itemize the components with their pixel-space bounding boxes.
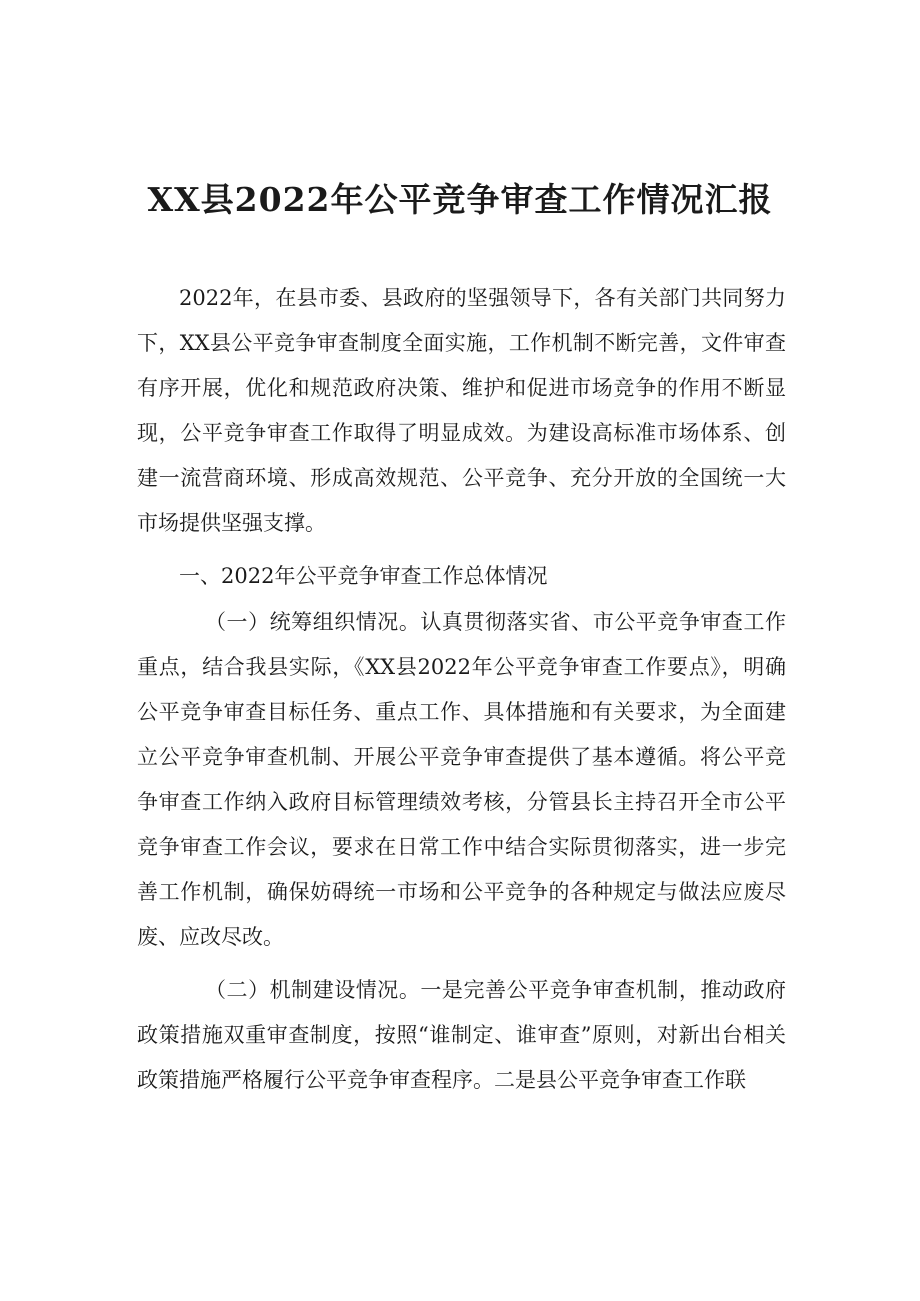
- section-heading: 一、2022年公平竞争审查工作总体情况: [179, 564, 548, 588]
- item-two-paragraph: （二）机制建设情况。一是完善公平竞争审查机制，推动政府政策措施双重审查制度，按照“谁制定、谁审查”原则，对新出台相关政策措施严格履行公平竞争审查程序。二是县公平竞争审查工作联: [137, 978, 786, 1092]
- document-title: XX县2022年公平竞争审查工作情况汇报: [147, 180, 773, 219]
- intro-paragraph: 2022年，在县市委、县政府的坚强领导下，各有关部门共同努力下，XX县公平竞争审查制度全面实施，工作机制不断完善，文件审查有序开展，优化和规范政府决策、维护和促进市场竞争的作用不断显现，公平竞争审查工作取得了明显成效。为建设高标准市场体系、创建一流营商环境、形成高效规范、公平竞争、充分开放的全国统一大市场提供坚强支撑。: [137, 286, 786, 535]
- item-one-paragraph: （一）统筹组织情况。认真贯彻落实省、市公平竞争审查工作重点，结合我县实际，《XX县2022年公平竞争审查工作要点》，明确公平竞争审查目标任务、重点工作、具体措施和有关要求，为全面建立公平竞争审查机制、开展公平竞争审查提供了基本遵循。将公平竞争审查工作纳入政府目标管理绩效考核，分管县长主持召开全市公平竞争审查工作会议，要求在日常工作中结合实际贯彻落实，进一步完善工作机制，确保妨碍统一市场和公平竞争的各种规定与做法应废尽废、应改尽改。: [137, 610, 786, 949]
